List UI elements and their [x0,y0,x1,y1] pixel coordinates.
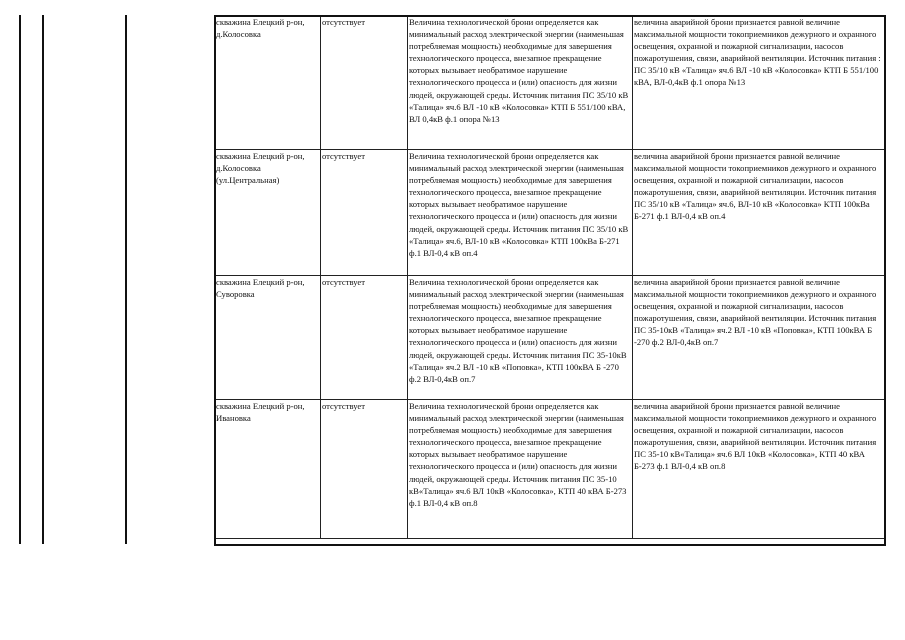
object-cell [215,150,321,276]
object-cell [215,16,321,150]
emergency-reserve-text: величина аварийной брони признается равной величине максимальной мощности токоприемников дежурного и охранного освещения, охранной и пожарной сигнализации, насосов пожаротушения, связи, аварийной вентиляции. Источник питания ПС 35/10 кВ «Талица» яч.6, ВЛ-10 кВ «Колосовка» КТП 100кВа Б-271 ф.1 ВЛ-0,4 кВ оп.4 [634,151,877,222]
object-text: скважина Елецкий р-он, д.Колосовка (ул.Центральная) [216,151,305,186]
emergency-reserve-text: величина аварийной брони признается равной величине максимальной мощности токоприемников дежурного и охранного освещения, охранной и пожарной сигнализации, насосов пожаротушения, связи, аварийной вентиляции. Источник питания : ПС 35/10 кВ «Талица» яч.6 ВЛ -10 кВ «Колосовка» КТП Б 551/100 кВА, ВЛ-0,4кВ ф.1 опора №13 [634,17,881,88]
object-text: скважина Елецкий р-он, д.Колосовка [216,17,305,40]
object-cell [215,276,321,400]
object-text: скважина Елецкий р-он, Ивановка [216,401,305,424]
object-cell [215,400,321,539]
tech-reserve-cell [408,276,633,400]
tech-reserve-text: Величина технологической брони определяется как минимальный расход электрической энергии (наименьшая потребляемая мощность) необходимые для завершения технологического процесса, внезапное прекращение которых вызывает необратимое нарушение технологического процесса и (или) опасность для жизни людей, окружающей среды. Источник питания ПС 35/10 кВ «Талица» яч.6 ВЛ -10 кВ «Колосовка» КТП Б 551/100 кВА, ВЛ 0,4кВ ф.1 опора №13 [409,17,629,124]
status-cell [321,150,408,276]
emergency-reserve-cell [633,276,885,400]
status-cell [321,400,408,539]
tech-reserve-text: Величина технологической брони определяется как минимальный расход электрической энергии (наименьшая потребляемая мощность) необходимые для завершения технологического процесса, внезапное прекращение которых вызывает необратимое нарушение технологического процесса и (или) опасность для жизни людей, окружающей среды. Источник питания ПС 35-10 кВ«Талица» яч.6 ВЛ 10кВ «Колосовка», КТП 40 кВА Б-273 ф.1 ВЛ-0,4 кВ оп.8 [409,401,627,508]
emergency-reserve-cell [633,400,885,539]
table-row [215,150,885,276]
table-row [215,16,885,150]
margin-line-2 [42,15,44,544]
tech-reserve-cell [408,16,633,150]
status-text: отсутствует [322,277,365,287]
tech-reserve-cell [408,400,633,539]
status-text: отсутствует [322,401,365,411]
status-text: отсутствует [322,151,365,161]
tech-reserve-text: Величина технологической брони определяется как минимальный расход электрической энергии (наименьшая потребляемая мощность) необходимые для завершения технологического процесса, внезапное прекращение которых вызывает необратимое нарушение технологического процесса и (или) опасность для жизни людей, окружающей среды. Источник питания ПС 35-10кВ «Талица» яч.2 ВЛ -10 кВ «Поповка», КТП 100кВА Б -270 ф.2 ВЛ-0,4кВ оп.7 [409,277,627,384]
table-row [215,276,885,400]
object-text: скважина Елецкий р-он, Суворовка [216,277,305,300]
emergency-reserve-cell [633,16,885,150]
reserve-table [214,15,885,539]
tech-reserve-text: Величина технологической брони определяется как минимальный расход электрической энергии (наименьшая потребляемая мощность) необходимые для завершения технологического процесса, внезапное прекращение которых вызывает необратимое нарушение технологического процесса и (или) опасность для жизни людей, окружающей среды. Источник питания ПС 35/10 кВ «Талица» яч.6, ВЛ-10 кВ «Колосовка» КТП 100кВа Б-271 ф.1 ВЛ-0,4 кВ оп.4 [409,151,629,258]
margin-line-3 [125,15,127,544]
emergency-reserve-text: величина аварийной брони признается равной величине максимальной мощности токоприемников дежурного и охранного освещения, охранной и пожарной сигнализации, насосов пожаротушения, связи, аварийной вентиляции. Источник питания ПС 35-10 кВ«Талица» яч.6 ВЛ 10кВ «Колосовка», КТП 40 кВА Б-273 ф.1 ВЛ-0,4 кВ оп.8 [634,401,877,472]
status-text: отсутствует [322,17,365,27]
emergency-reserve-text: величина аварийной брони признается равной величине максимальной мощности токоприемников дежурного и охранного освещения, охранной и пожарной сигнализации, насосов пожаротушения, связи, аварийной вентиляции. Источник питания ПС 35-10кВ «Талица» яч.2 ВЛ -10 кВ «Поповка», КТП 100кВА Б -270 ф.2 ВЛ-0,4кВ оп.7 [634,277,877,348]
emergency-reserve-cell [633,150,885,276]
status-cell [321,16,408,150]
status-cell [321,276,408,400]
margin-line-1 [19,15,21,544]
tech-reserve-cell [408,150,633,276]
table-row [215,400,885,539]
